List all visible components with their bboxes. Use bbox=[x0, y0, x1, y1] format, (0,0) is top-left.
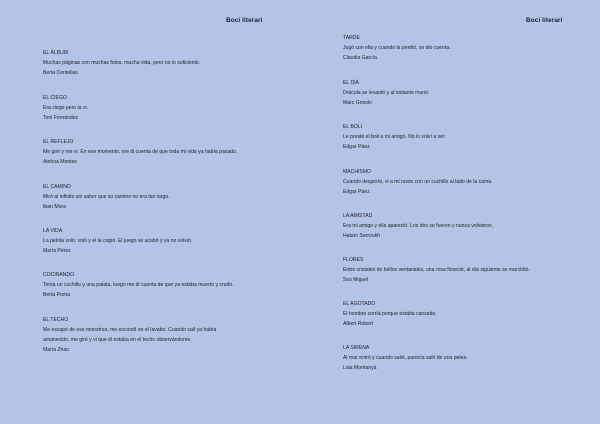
right-page bbox=[300, 0, 600, 424]
story-ciego bbox=[43, 93, 88, 123]
story-text: amanecido, me giré y vi que él estaba en el techo observándome. bbox=[43, 337, 192, 343]
story-author: María Pérez bbox=[43, 248, 71, 254]
story-cocinando bbox=[43, 270, 234, 300]
story-author: Hatam Serroukh bbox=[343, 233, 381, 239]
story-title: EL REFLEJO bbox=[43, 139, 74, 145]
story-title: LA VIDA bbox=[43, 228, 63, 234]
story-author: Edgar Páez bbox=[343, 144, 370, 150]
story-reflejo bbox=[43, 137, 237, 167]
story-sirena bbox=[343, 343, 468, 373]
story-text: Jugó con ella y cuando la perdió, se dio cuenta. bbox=[343, 45, 451, 51]
story-author: Berta Centellas bbox=[43, 70, 78, 76]
story-flores bbox=[343, 255, 530, 285]
story-amistad bbox=[343, 211, 493, 241]
story-text: Muchas páginas con muchas fotos, mucha vida, pero no lo suficiente. bbox=[43, 60, 201, 66]
story-title: MACHISMO bbox=[343, 169, 372, 175]
story-text: Me escapé de ese monstruo, me escondí en el lavabo. Cuando salí ya había bbox=[43, 327, 217, 333]
story-title: LA SIRENA bbox=[343, 345, 370, 351]
story-title: TARDE bbox=[343, 35, 360, 41]
story-text: Le presté el boli a mi amigo. No lo volví a ver. bbox=[343, 134, 446, 140]
story-machismo bbox=[343, 167, 493, 197]
page-header: Bocí literari bbox=[226, 17, 263, 24]
story-text: Era ciego pero la vi. bbox=[43, 105, 89, 111]
story-author: Iban Mora bbox=[43, 204, 66, 210]
story-title: LA AMISTAD bbox=[343, 213, 373, 219]
story-text: Al mar entró y cuando salió, parecía salir de una pelea. bbox=[343, 355, 468, 361]
story-boli bbox=[343, 122, 446, 152]
story-author: Claudia García bbox=[343, 55, 377, 61]
story-album bbox=[43, 48, 200, 78]
story-author: Laia Montanyà bbox=[343, 365, 377, 371]
story-agotado bbox=[343, 299, 437, 329]
story-title: EL TECHO bbox=[43, 317, 69, 323]
story-text: Drácula se levantó y al instante murió. bbox=[343, 90, 430, 96]
story-text: Me giré y me vi. En ese momento, me di cuenta de que toda mi vida ya había pasado. bbox=[43, 149, 238, 155]
story-author: María Zhao bbox=[43, 347, 70, 353]
story-author: Ainhoa Montes bbox=[43, 159, 77, 165]
story-title: EL AGOTADO bbox=[343, 301, 376, 307]
story-author: Marc Grisolo bbox=[343, 100, 372, 106]
story-dia bbox=[343, 78, 429, 108]
story-author: Sos Miguel bbox=[343, 277, 369, 283]
story-vida bbox=[43, 226, 192, 256]
story-title: EL CAMINO bbox=[43, 184, 71, 190]
story-author: Edgar Páez bbox=[343, 189, 370, 195]
story-title: EL BOLI bbox=[343, 124, 363, 130]
story-title: EL DÍA bbox=[343, 80, 359, 86]
story-title: COCINANDO bbox=[43, 272, 75, 278]
story-text: Miró al infinito sin saber que su camino no era tan largo. bbox=[43, 194, 170, 200]
story-title: EL ÁLBUM bbox=[43, 50, 69, 56]
story-author: Albert Robert bbox=[343, 321, 374, 327]
story-techo bbox=[43, 315, 216, 355]
story-title: FLORES bbox=[343, 257, 364, 263]
page-header: Bocí literari bbox=[526, 17, 563, 24]
story-text: La pelota voló, voló y él la cogió. El juego se acabó y ya no volvió. bbox=[43, 238, 193, 244]
story-tarde bbox=[343, 33, 451, 63]
story-text: Era mi amigo y ella apareció. Los dos se fueron y nunca volvieron. bbox=[343, 223, 494, 229]
story-camino bbox=[43, 182, 170, 212]
story-author: Berta Poma bbox=[43, 292, 70, 298]
story-text: Tenía un cuchillo y una patata, luego me di cuenta de que ya estaba muerto y crudo. bbox=[43, 282, 234, 288]
story-author: Toni Fernández bbox=[43, 115, 79, 121]
story-title: EL CIEGO bbox=[43, 95, 67, 101]
story-text: Entre cristales de bellos ventanales, una rosa floreció, al día siguiente se marchitó. bbox=[343, 267, 530, 273]
story-text: El hombre corría porque estaba cansado. bbox=[343, 311, 437, 317]
story-text: Cuando desperté, vi a mi novio con un cuchillo al lado de la cama. bbox=[343, 179, 493, 185]
